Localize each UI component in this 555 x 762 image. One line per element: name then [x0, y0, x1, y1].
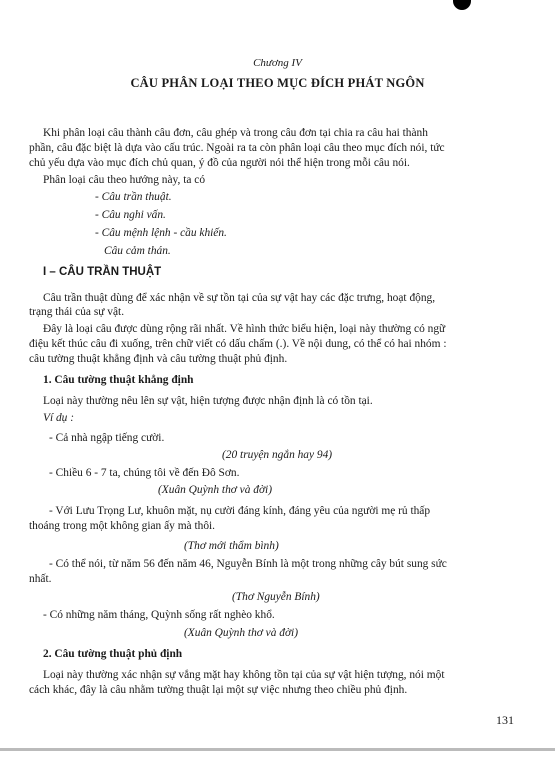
list-item: - Câu trần thuật. [95, 191, 172, 203]
intro-line: chủ yếu dựa vào mục đích chủ quan, ý đồ của người nói thể hiện trong mỗi câu nói. [29, 157, 410, 169]
example-line: - Có những năm tháng, Quỳnh sống rất nghèo khổ. [43, 609, 275, 621]
list-item: Câu cảm thán. [104, 245, 171, 257]
example-source: (Thơ mới thẩm bình) [184, 540, 279, 552]
page-number: 131 [496, 713, 514, 727]
bottom-edge [0, 748, 555, 751]
example-line: - Cả nhà ngập tiếng cười. [49, 432, 165, 444]
example-label: Ví dụ : [43, 412, 75, 424]
list-item: - Câu nghi vấn. [95, 209, 166, 221]
example-source: (20 truyện ngắn hay 94) [222, 449, 333, 461]
chapter-label: Chương IV [253, 57, 302, 69]
subsection-heading: 2. Câu tường thuật phủ định [43, 648, 183, 660]
scan-mark [453, 0, 471, 10]
section-heading: I – CÂU TRẦN THUẬT [43, 266, 162, 278]
example-line: nhất. [29, 573, 52, 585]
example-source: (Xuân Quỳnh thơ và đời) [184, 627, 299, 639]
body-line: câu tường thuật khẳng định và câu tường thuật phủ định. [29, 353, 288, 365]
body-line: Câu trần thuật dùng để xác nhận về sự tồn tại của sự vật hay các đặc trưng, hoạt động, [43, 292, 436, 304]
example-line: thoáng trong một không gian ấy mà thôi. [29, 520, 216, 532]
example-source: (Xuân Quỳnh thơ và đời) [158, 484, 273, 496]
subsection-heading: 1. Câu tường thuật khẳng định [43, 374, 194, 386]
body-line: Loại này thường xác nhận sự vắng mặt hay không tồn tại của sự vật hiện tượng, nói một [43, 669, 445, 681]
body-line: Loại này thường nêu lên sự vật, hiện tượng được nhận định là có tồn tại. [43, 395, 373, 407]
intro-line: Phân loại câu theo hướng này, ta có [43, 174, 206, 186]
intro-line: phần, câu đặc biệt là dựa vào cấu trúc. Ngoài ra ta còn phân loại câu theo mục đích nói, tức [29, 142, 445, 154]
intro-line: Khi phân loại câu thành câu đơn, câu ghép và trong câu đơn tại chia ra câu hai thành [43, 127, 428, 139]
body-line: Đây là loại câu được dùng rộng rãi nhất. Về hình thức biểu hiện, loại này thường có ngữ [43, 323, 446, 335]
example-line: - Có thể nói, từ năm 56 đến năm 46, Nguyễn Bính là một trong những cây bút sung sức [49, 558, 447, 570]
body-line: điệu kết thúc câu đi xuống, trên chữ viết có dấu chấm (.). Về nội dung, có thể có hai nhóm : [29, 338, 447, 350]
example-line: - Chiều 6 - 7 ta, chúng tôi về đến Đô Sơn. [49, 467, 240, 479]
example-source: (Thơ Nguyễn Bính) [232, 591, 320, 603]
body-line: cách khác, đây là câu nhằm tường thuật lại một sự việc nhưng theo chiều phủ định. [29, 684, 408, 696]
chapter-title: CÂU PHÂN LOẠI THEO MỤC ĐÍCH PHÁT NGÔN [130, 76, 425, 90]
list-item: - Câu mệnh lệnh - cầu khiến. [95, 227, 227, 239]
example-line: - Với Lưu Trọng Lư, khuôn mặt, nụ cười đáng kính, đáng yêu của người mẹ rủ thấp [49, 505, 431, 517]
body-line: trạng thái của sự vật. [29, 306, 125, 318]
